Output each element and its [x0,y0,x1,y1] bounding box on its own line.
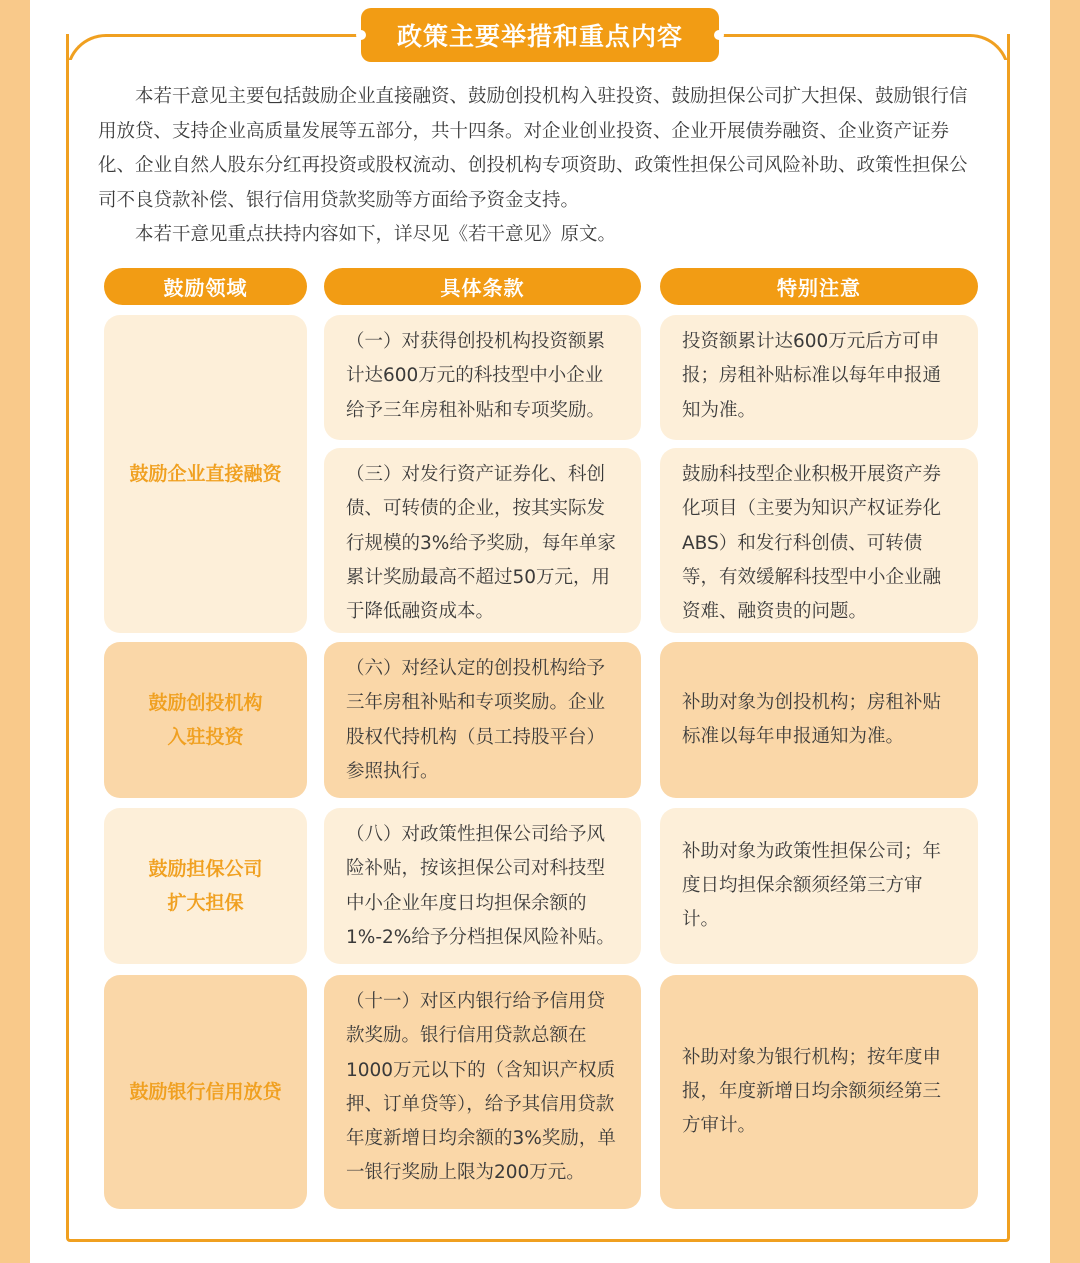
area-cell-vc-investment: 鼓励创投机构 入驻投资 [104,642,307,798]
header-area: 鼓励领域 [104,268,307,305]
intro-text [98,80,984,253]
clause-cell: （十一）对区内银行给予信用贷款奖励。银行信用贷款总额在1000万元以下的（含知识产权质押、订单贷等），给予其信用贷款年度新增日均余额的3%奖励，单一银行奖励上限为200万元。 [324,975,641,1209]
header-note: 特别注意 [660,268,978,305]
clause-cell: （八）对政策性担保公司给予风险补贴，按该担保公司对科技型中小企业年度日均担保余额的1%-2%给予分档担保风险补贴。 [324,808,641,964]
note-cell: 鼓励科技型企业积极开展资产券化项目（主要为知识产权证券化ABS）和发行科创债、可转债等，有效缓解科技型中小企业融资难、融资贵的问题。 [660,448,978,633]
note-cell: 投资额累计达600万元后方可申报；房租补贴标准以每年申报通知为准。 [660,315,978,440]
area-cell-direct-financing: 鼓励企业直接融资 [104,315,307,633]
section-title: 政策主要举措和重点内容 [361,8,719,62]
area-cell-bank-credit: 鼓励银行信用放贷 [104,975,307,1209]
clause-cell: （六）对经认定的创投机构给予三年房租补贴和专项奖励。企业股权代持机构（员工持股平台）参照执行。 [324,642,641,798]
clause-cell: （一）对获得创投机构投资额累计达600万元的科技型中小企业给予三年房租补贴和专项奖励。 [324,315,641,440]
header-clause: 具体条款 [324,268,641,305]
intro-paragraph-1: 本若干意见主要包括鼓励企业直接融资、鼓励创投机构入驻投资、鼓励担保公司扩大担保、鼓励银行信用放贷、支持企业高质量发展等五部分，共十四条。对企业创业投资、企业开展债券融资、企业资产证券化、企业自然人股东分红再投资或股权流动、创投机构专项资助、政策性担保公司风险补助、政策性担保公司不良贷款补偿、银行信用贷款奖励等方面给予资金支持。 [98,86,968,211]
area-cell-guarantee: 鼓励担保公司 扩大担保 [104,808,307,964]
note-cell: 补助对象为银行机构；按年度申报，年度新增日均余额须经第三方审计。 [660,975,978,1209]
note-cell: 补助对象为政策性担保公司；年度日均担保余额须经第三方审计。 [660,808,978,964]
intro-paragraph-2: 本若干意见重点扶持内容如下，详尽见《若干意见》原文。 [135,224,617,245]
clause-cell: （三）对发行资产证券化、科创债、可转债的企业，按其实际发行规模的3%给予奖励，每年单家累计奖励最高不超过50万元，用于降低融资成本。 [324,448,641,633]
page [30,0,1050,1263]
note-cell: 补助对象为创投机构；房租补贴标准以每年申报通知为准。 [660,642,978,798]
